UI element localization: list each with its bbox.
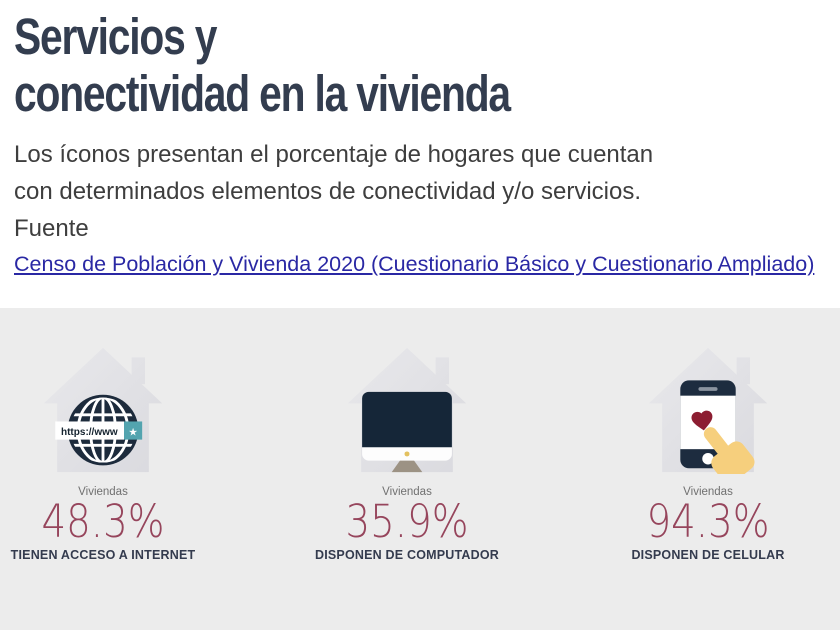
stat-column-computer bbox=[257, 346, 557, 562]
stat-caption: DISPONEN DE COMPUTADOR bbox=[314, 548, 500, 562]
house-smartphone-hand-icon bbox=[641, 346, 775, 474]
stat-column-internet bbox=[0, 346, 253, 562]
page-title-text-1: Servicios y bbox=[14, 8, 217, 65]
header bbox=[14, 8, 826, 277]
page-title-line-1 bbox=[14, 8, 826, 65]
browser-address-bar-icon bbox=[55, 421, 142, 439]
description-line-1: Los íconos presentan el porcentaje de hogares que cuentan bbox=[14, 141, 654, 168]
stat-value: 94.3% bbox=[646, 495, 770, 548]
source-link[interactable]: Censo de Población y Vivienda 2020 (Cuestionario Básico y Cuestionario Ampliado) bbox=[14, 252, 815, 276]
stat-caption: TIENEN ACCESO A INTERNET bbox=[10, 548, 196, 562]
stat-unit-label: Viviendas bbox=[78, 486, 128, 498]
stat-caption: DISPONEN DE CELULAR bbox=[631, 548, 785, 562]
house-globe-browser-icon bbox=[36, 346, 170, 474]
stat-value: 35.9% bbox=[345, 495, 469, 548]
house-desktop-computer-icon bbox=[340, 346, 474, 474]
page-title-line-2 bbox=[14, 65, 826, 122]
stat-unit-label: Viviendas bbox=[382, 486, 432, 498]
source-label: Fuente bbox=[14, 215, 89, 242]
stats-panel bbox=[0, 308, 840, 630]
stat-column-cellphone bbox=[558, 346, 840, 562]
star-icon: ★ bbox=[128, 426, 138, 439]
description-line-2: con determinados elementos de conectividad y/o servicios. bbox=[14, 178, 641, 205]
description bbox=[14, 136, 826, 247]
browser-url-text: https://www bbox=[60, 426, 118, 438]
desktop-monitor-icon bbox=[362, 392, 452, 472]
stat-value: 48.3% bbox=[41, 495, 165, 548]
page-title-text-2: conectividad en la vivienda bbox=[14, 65, 510, 122]
stat-unit-label: Viviendas bbox=[683, 486, 733, 498]
